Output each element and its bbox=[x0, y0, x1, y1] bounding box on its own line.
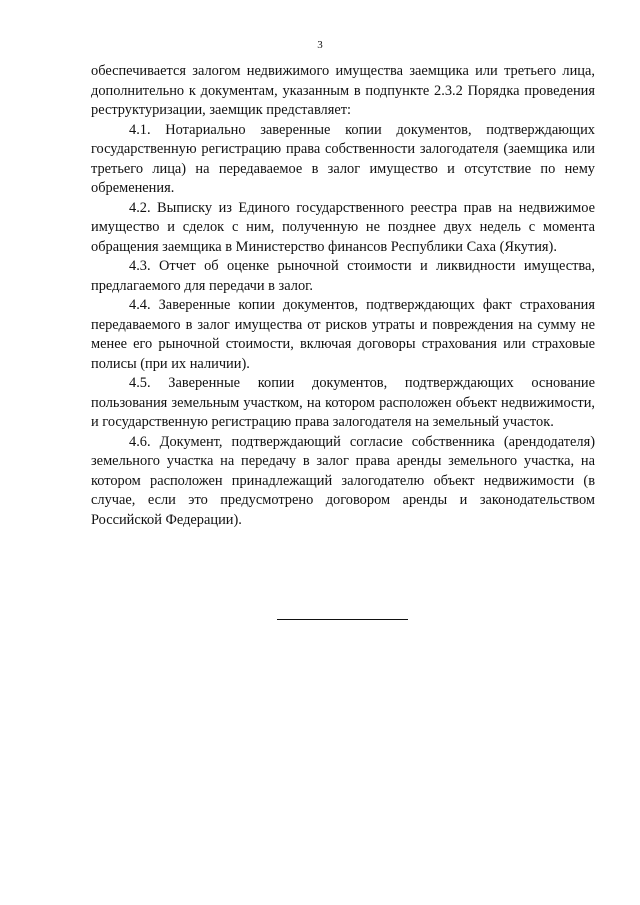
document-body bbox=[91, 62, 595, 530]
paragraph-item-4-2: 4.2. Выписку из Единого государственного реестра прав на недвижимое имущество и сделок с ним, полученную не позднее двух недель с момента обращения заемщика в Министерство финансов Республики Саха (Якутия). bbox=[91, 199, 595, 255]
end-separator-line bbox=[277, 619, 408, 620]
page-number: 3 bbox=[317, 39, 323, 51]
paragraph-item-4-6: 4.6. Документ, подтверждающий согласие собственника (арендодателя) земельного участка на передачу в залог права аренды земельного участка, на котором расположен принадлежащий залогодателю объект недвижимости (в случае, если это предусмотрено договором аренды и законодательством Российской Федерации). bbox=[91, 433, 595, 528]
paragraph-item-4-5: 4.5. Заверенные копии документов, подтверждающих основание пользования земельным участком, на котором расположен объект недвижимости, и государственную регистрацию права залогодателя на земельный участок. bbox=[91, 375, 595, 430]
paragraph-item-4-4: 4.4. Заверенные копии документов, подтверждающих факт страхования передаваемого в залог имущества от рисков утраты и повреждения на сумму не менее его рыночной стоимости, включая договоры страхования или страховые полисы (при их наличии). bbox=[91, 297, 595, 372]
paragraph-item-4-3: 4.3. Отчет об оценке рыночной стоимости и ликвидности имущества, предлагаемого для передачи в залог. bbox=[91, 258, 595, 294]
paragraph-item-4-1: 4.1. Нотариально заверенные копии документов, подтверждающих государственную регистрацию права собственности залогодателя (заемщика или третьего лица) на передаваемое в залог имущество и отсутствие по нему обременения. bbox=[91, 121, 595, 196]
paragraph-intro: обеспечивается залогом недвижимого имущества заемщика или третьего лица, дополнительно к документам, указанным в подпункте 2.3.2 Порядка проведения реструктуризации, заемщик представляет: bbox=[91, 63, 595, 118]
